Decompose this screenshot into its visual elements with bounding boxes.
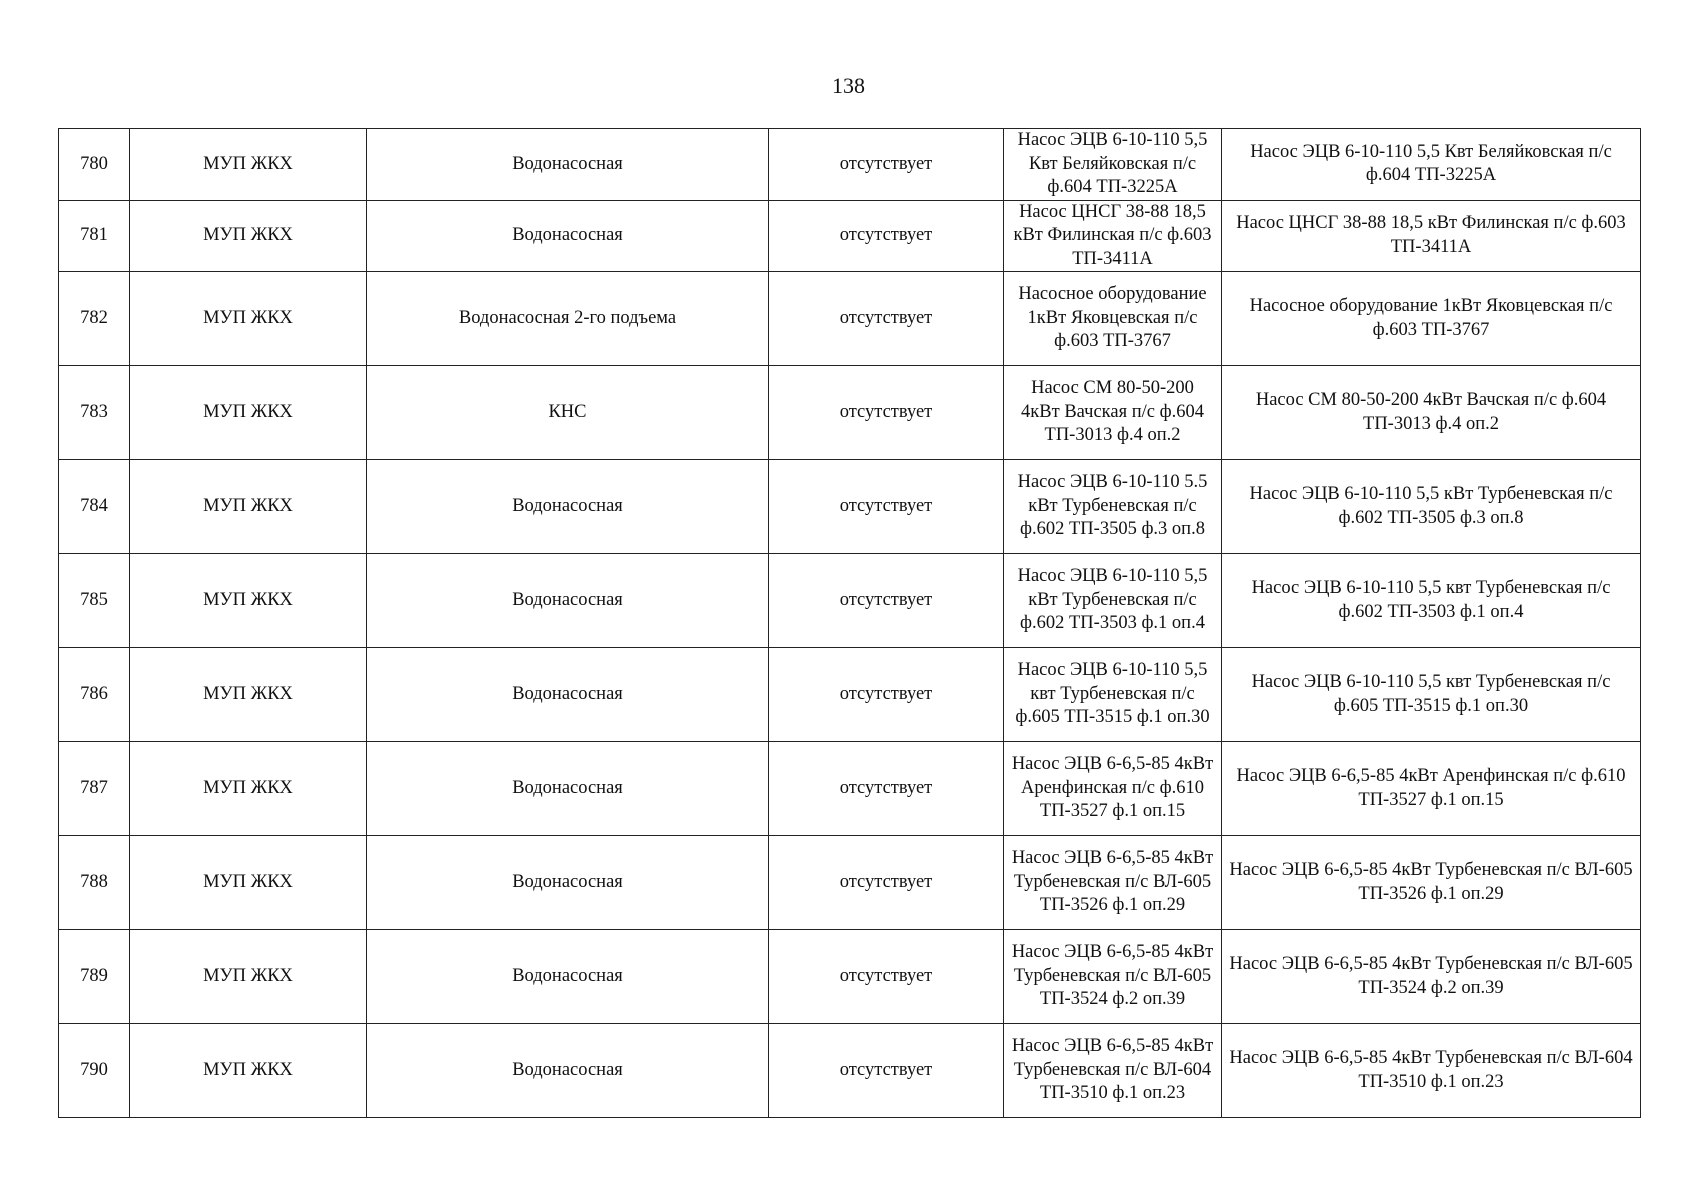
status-cell: отсутствует <box>769 460 1004 554</box>
equipment-cell: Насос ЭЦВ 6-6,5-85 4кВт Турбеневская п/с ВЛ-605 ТП-3524 ф.2 оп.39 <box>1004 930 1222 1024</box>
object-cell: Водонасосная <box>367 129 769 201</box>
table-row <box>59 554 1641 648</box>
organization-cell: МУП ЖКХ <box>130 836 367 930</box>
status-cell: отсутствует <box>769 1024 1004 1118</box>
table-row <box>59 930 1641 1024</box>
object-cell: Водонасосная <box>367 200 769 272</box>
status-cell: отсутствует <box>769 930 1004 1024</box>
equipment-cell: Насос ЭЦВ 6-10-110 5,5 квт Турбеневская п/с ф.605 ТП-3515 ф.1 оп.30 <box>1004 648 1222 742</box>
organization-cell: МУП ЖКХ <box>130 129 367 201</box>
row-number-cell: 790 <box>59 1024 130 1118</box>
equipment-cell: Насос ЭЦВ 6-6,5-85 4кВт Аренфинская п/с ф.610 ТП-3527 ф.1 оп.15 <box>1004 742 1222 836</box>
object-cell: Водонасосная <box>367 1024 769 1118</box>
row-number-cell: 785 <box>59 554 130 648</box>
organization-cell: МУП ЖКХ <box>130 930 367 1024</box>
organization-cell: МУП ЖКХ <box>130 460 367 554</box>
organization-cell: МУП ЖКХ <box>130 366 367 460</box>
status-cell: отсутствует <box>769 129 1004 201</box>
equipment-cell: Насос СМ 80-50-200 4кВт Вачская п/с ф.604 ТП-3013 ф.4 оп.2 <box>1004 366 1222 460</box>
row-number-cell: 781 <box>59 200 130 272</box>
object-cell: Водонасосная <box>367 648 769 742</box>
row-number-cell: 783 <box>59 366 130 460</box>
description-cell: Насос ЭЦВ 6-10-110 5,5 квт Турбеневская п/с ф.602 ТП-3503 ф.1 оп.4 <box>1222 554 1641 648</box>
organization-cell: МУП ЖКХ <box>130 272 367 366</box>
equipment-cell: Насос ЭЦВ 6-6,5-85 4кВт Турбеневская п/с ВЛ-605 ТП-3526 ф.1 оп.29 <box>1004 836 1222 930</box>
row-number-cell: 789 <box>59 930 130 1024</box>
table-row <box>59 648 1641 742</box>
status-cell: отсутствует <box>769 836 1004 930</box>
object-cell: Водонасосная <box>367 930 769 1024</box>
description-cell: Насос ЦНСГ 38-88 18,5 кВт Филинская п/с ф.603 ТП-3411А <box>1222 200 1641 272</box>
equipment-cell: Насос ЦНСГ 38-88 18,5 кВт Филинская п/с ф.603 ТП-3411А <box>1004 200 1222 272</box>
table-row <box>59 1024 1641 1118</box>
table-row <box>59 460 1641 554</box>
description-cell: Насос ЭЦВ 6-6,5-85 4кВт Турбеневская п/с ВЛ-604 ТП-3510 ф.1 оп.23 <box>1222 1024 1641 1118</box>
table-row <box>59 200 1641 272</box>
equipment-cell: Насос ЭЦВ 6-10-110 5,5 Квт Беляйковская п/с ф.604 ТП-3225А <box>1004 129 1222 201</box>
table-row <box>59 742 1641 836</box>
table-row <box>59 129 1641 201</box>
status-cell: отсутствует <box>769 648 1004 742</box>
row-number-cell: 788 <box>59 836 130 930</box>
equipment-cell: Насос ЭЦВ 6-6,5-85 4кВт Турбеневская п/с ВЛ-604 ТП-3510 ф.1 оп.23 <box>1004 1024 1222 1118</box>
status-cell: отсутствует <box>769 366 1004 460</box>
registry-table <box>58 128 1641 1118</box>
description-cell: Насос ЭЦВ 6-10-110 5,5 квт Турбеневская п/с ф.605 ТП-3515 ф.1 оп.30 <box>1222 648 1641 742</box>
table-row <box>59 836 1641 930</box>
table-row <box>59 366 1641 460</box>
description-cell: Насос ЭЦВ 6-6,5-85 4кВт Аренфинская п/с ф.610 ТП-3527 ф.1 оп.15 <box>1222 742 1641 836</box>
status-cell: отсутствует <box>769 272 1004 366</box>
organization-cell: МУП ЖКХ <box>130 648 367 742</box>
organization-cell: МУП ЖКХ <box>130 554 367 648</box>
object-cell: Водонасосная <box>367 742 769 836</box>
table-row <box>59 272 1641 366</box>
object-cell: Водонасосная <box>367 836 769 930</box>
object-cell: КНС <box>367 366 769 460</box>
page-number: 138 <box>832 73 865 98</box>
description-cell: Насосное оборудование 1кВт Яковцевская п/с ф.603 ТП-3767 <box>1222 272 1641 366</box>
status-cell: отсутствует <box>769 554 1004 648</box>
status-cell: отсутствует <box>769 742 1004 836</box>
description-cell: Насос ЭЦВ 6-10-110 5,5 Квт Беляйковская п/с ф.604 ТП-3225А <box>1222 129 1641 201</box>
object-cell: Водонасосная <box>367 460 769 554</box>
organization-cell: МУП ЖКХ <box>130 1024 367 1118</box>
row-number-cell: 784 <box>59 460 130 554</box>
row-number-cell: 780 <box>59 129 130 201</box>
organization-cell: МУП ЖКХ <box>130 742 367 836</box>
row-number-cell: 782 <box>59 272 130 366</box>
organization-cell: МУП ЖКХ <box>130 200 367 272</box>
description-cell: Насос ЭЦВ 6-6,5-85 4кВт Турбеневская п/с ВЛ-605 ТП-3526 ф.1 оп.29 <box>1222 836 1641 930</box>
equipment-cell: Насос ЭЦВ 6-10-110 5,5 кВт Турбеневская п/с ф.602 ТП-3503 ф.1 оп.4 <box>1004 554 1222 648</box>
description-cell: Насос СМ 80-50-200 4кВт Вачская п/с ф.604 ТП-3013 ф.4 оп.2 <box>1222 366 1641 460</box>
status-cell: отсутствует <box>769 200 1004 272</box>
equipment-cell: Насосное оборудование 1кВт Яковцевская п/с ф.603 ТП-3767 <box>1004 272 1222 366</box>
equipment-cell: Насос ЭЦВ 6-10-110 5.5 кВт Турбеневская п/с ф.602 ТП-3505 ф.3 оп.8 <box>1004 460 1222 554</box>
object-cell: Водонасосная <box>367 554 769 648</box>
description-cell: Насос ЭЦВ 6-6,5-85 4кВт Турбеневская п/с ВЛ-605 ТП-3524 ф.2 оп.39 <box>1222 930 1641 1024</box>
row-number-cell: 787 <box>59 742 130 836</box>
description-cell: Насос ЭЦВ 6-10-110 5,5 кВт Турбеневская п/с ф.602 ТП-3505 ф.3 оп.8 <box>1222 460 1641 554</box>
object-cell: Водонасосная 2-го подъема <box>367 272 769 366</box>
row-number-cell: 786 <box>59 648 130 742</box>
